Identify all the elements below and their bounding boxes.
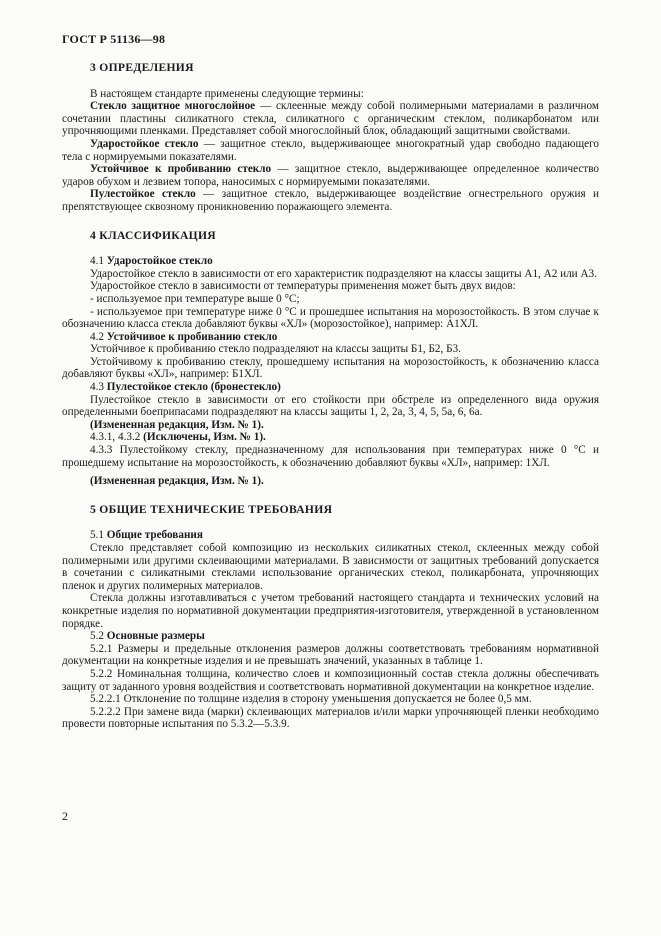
- revision-note-2: (Измененная редакция, Изм. № 1).: [90, 475, 264, 488]
- subsection-5-1-num: 5.1: [90, 529, 107, 542]
- term-impact-glass: [62, 138, 599, 163]
- s522: 5.2.2 Номинальная толщина, количество слоев и композиционный состав стекла должны обеспечивать защиту от заданного уровня воздействия и соответствовать нормативной документации на конкретное изделие.: [62, 667, 599, 693]
- term-bullet-glass-def: — защитное стекло, выдерживающее воздействие огнестрельного оружия и препятствующее сквозному проникновению поражающего элемента.: [62, 188, 599, 213]
- term-pierce-glass-def: — защитное стекло, выдерживающее определенное количество ударов обухом и лезвием топора, наносимых с нормируемыми показателями.: [62, 163, 599, 188]
- s5222: 5.2.2.2 При замене вида (марки) склеивающих материалов и/или марки упрочняющей пленки необходимо провести повторные испытания по 5.3.2—5.3.9.: [62, 705, 599, 731]
- revision-note-1: (Измененная редакция, Изм. № 1).: [90, 418, 264, 431]
- s51-p2: Стекла должны изготавливаться с учетом требований настоящего стандарта и технических условий на конкретные изделия по нормативной документации предприятия-изготовителя, утвержденной в установленном порядке.: [62, 592, 599, 630]
- term-laminated-glass-title: Стекло защитное многослойное: [90, 100, 256, 113]
- term-pierce-glass: [62, 163, 599, 188]
- section-3-heading: 3 ОПРЕДЕЛЕНИЯ: [90, 61, 194, 74]
- s42-p1: Устойчивое к пробиванию стекло подразделяют на классы защиты Б1, Б2, Б3.: [90, 343, 461, 356]
- s431-numbers: 4.3.1, 4.3.2: [90, 431, 144, 444]
- section-4-heading: 4 КЛАССИФИКАЦИЯ: [90, 228, 216, 242]
- term-pierce-glass-title: Устойчивое к пробиванию стекло: [90, 163, 272, 176]
- s42-p2: Устойчивому к пробиванию стеклу, прошедшему испытания на морозостойкость, к обозначению класса добавляют буквы «ХЛ», например: Б1ХЛ.: [62, 355, 599, 381]
- subsection-5-1: [62, 529, 599, 542]
- s521: 5.2.1 Размеры и предельные отклонения размеров должны соответствовать требованиям нормативной документации на конкретные изделия и не превышать значений, указанных в таблице 1.: [62, 642, 599, 668]
- s41-list-item-2: - используемое при температуре ниже 0 °С и прошедшее испытания на морозостойкость. В этом случае к обозначению класса стекла добавляют буквы «ХЛ» (морозостойкое), например: А1ХЛ.: [62, 305, 599, 331]
- subsection-4-3: [62, 381, 599, 394]
- term-bullet-glass: [62, 188, 599, 213]
- term-bullet-glass-title: Пулестойкое стекло: [90, 188, 196, 201]
- subsection-5-2: [62, 630, 599, 643]
- subsection-5-1-title: Общие требования: [106, 529, 203, 542]
- document-body: [62, 62, 599, 731]
- subsection-4-1-title: Ударостойкое стекло: [106, 255, 213, 268]
- subsection-4-3-num: 4.3: [90, 381, 107, 394]
- s41-p2: Ударостойкое стекло в зависимости от температуры применения может быть двух видов:: [90, 280, 516, 293]
- s41-p1: Ударостойкое стекло в зависимости от его характеристик подразделяют на классы защиты А1, А2 или А3.: [90, 267, 597, 280]
- sec3-intro: В настоящем стандарте применены следующие термины:: [90, 87, 364, 100]
- subsection-4-2-title: Устойчивое к пробиванию стекло: [106, 330, 278, 343]
- subsection-4-2-num: 4.2: [90, 330, 107, 343]
- s43-p1: Пулестойкое стекло в зависимости от его стойкости при обстреле из определенного вида оружия определенными боеприпасами подразделяют на классы защиты 1, 2, 2а, 3, 4, 5, 5а, 6, 6а.: [62, 393, 599, 419]
- s431-s432: [62, 431, 599, 444]
- subsection-5-2-title: Основные размеры: [106, 630, 205, 643]
- s433: 4.3.3 Пулестойкому стеклу, предназначенному для использования при температурах ниже 0 °С и прошедшему испытание на морозостойкость, к обозначению добавляют буквы «ХЛ», например: 1ХЛ.: [62, 444, 599, 469]
- subsection-5-2-num: 5.2: [90, 630, 107, 643]
- s41-list-item-1: - используемое при температуре выше 0 °С;: [90, 292, 300, 305]
- s51-p1: Стекло представляет собой композицию из нескольких силикатных стекол, склеенных между собой полимерными или другими склеивающими материалами. В зависимости от защитных требований допускается в сочетании с силикатными стеклами использование органических стекол, поликарбоната, упрочняющих пленок и других полимерных материалов.: [62, 542, 599, 592]
- subsection-4-2: [62, 331, 599, 344]
- s431-excluded-note: (Исключены, Изм. № 1).: [143, 431, 266, 444]
- page-number: 2: [62, 809, 68, 823]
- term-laminated-glass-def: — склеенные между собой полимерными материалами в различном сочетании пластины силикатного стекла, силикатного с органическим стеклом, поликарбонатом или упрочняющими пленками. Представляет собой многослойный блок, обладающий защитными свойствами.: [62, 100, 599, 138]
- subsection-4-1: [62, 255, 599, 268]
- subsection-4-3-title: Пулестойкое стекло (бронестекло): [106, 381, 281, 394]
- standard-code-header: ГОСТ Р 51136—98: [62, 32, 166, 46]
- term-impact-glass-def: — защитное стекло, выдерживающее многократный удар свободно падающего тела с нормируемыми показателями.: [62, 137, 599, 163]
- s5221: 5.2.2.1 Отклонение по толщине изделия в сторону уменьшения допускается не более 0,5 мм.: [90, 693, 532, 706]
- term-laminated-glass: [62, 100, 599, 138]
- section-5-heading: 5 ОБЩИЕ ТЕХНИЧЕСКИЕ ТРЕБОВАНИЯ: [90, 502, 333, 516]
- term-impact-glass-title: Ударостойкое стекло: [90, 137, 199, 150]
- subsection-4-1-num: 4.1: [90, 255, 107, 268]
